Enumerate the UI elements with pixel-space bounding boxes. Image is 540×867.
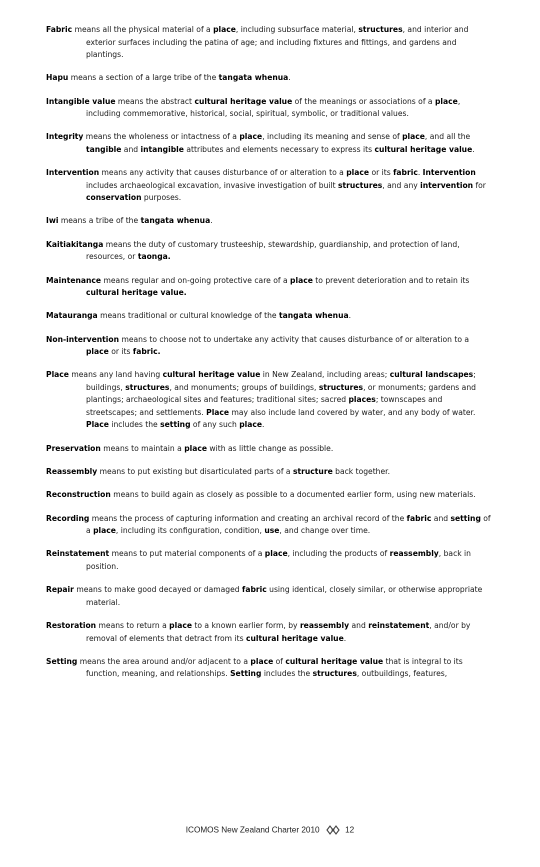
defined-term-reference: place: [239, 132, 263, 142]
definition-text: means to put material components of a: [109, 549, 265, 559]
definition-text: , including the products of: [287, 549, 390, 559]
definition-term: Setting: [46, 656, 78, 666]
definition-term: Integrity: [46, 132, 84, 142]
defined-term-reference: tangible: [86, 144, 122, 154]
definition-entry: [46, 656, 494, 681]
definition-entry: [46, 275, 494, 300]
defined-term-reference: cultural heritage value: [245, 633, 344, 643]
defined-term-reference: Setting: [230, 669, 262, 679]
definition-text: using identical, closely similar, or otherwise appropriate material.: [86, 585, 483, 607]
definition-text: or its: [108, 347, 133, 357]
definition-term: Maintenance: [46, 275, 102, 285]
definition-text: includes the: [108, 420, 161, 430]
footer-title: ICOMOS New Zealand Charter 2010: [185, 825, 320, 835]
definition-text: ; buildings,: [86, 370, 476, 392]
defined-term-reference: place: [169, 621, 192, 631]
defined-term-reference: place: [264, 549, 288, 559]
defined-term-reference: cultural heritage value: [285, 656, 384, 666]
defined-term-reference: structure: [292, 467, 333, 477]
definition-text: , or monuments; gardens and plantings; archaeological sites and features; traditional sites; sacred: [86, 382, 476, 405]
definition-text: of any such: [190, 420, 240, 430]
definition-text: .: [348, 311, 352, 321]
defined-term-reference: structures: [358, 25, 403, 34]
defined-term-reference: Place: [86, 420, 109, 430]
definition-text: and: [431, 513, 451, 523]
defined-term-reference: fabric: [242, 585, 267, 595]
definition-text: of a: [86, 513, 491, 536]
definition-text: means to put existing but disarticulated parts of a: [97, 467, 293, 477]
definition-term: Reassembly: [46, 467, 98, 477]
definition-entry: [46, 96, 494, 121]
defined-term-reference: Intervention: [422, 168, 476, 178]
definition-term: Hapu: [46, 73, 69, 83]
defined-term-reference: taonga.: [137, 252, 171, 262]
definition-term: Reinstatement: [46, 549, 110, 559]
definition-entry: [46, 310, 494, 323]
defined-term-reference: use: [264, 526, 280, 536]
definition-text: means all the physical material of a: [72, 25, 214, 34]
definition-term: Repair: [46, 585, 74, 595]
definition-text: and: [349, 621, 369, 631]
definition-term: Reconstruction: [46, 490, 111, 500]
definition-entry: [46, 24, 494, 62]
defined-term-reference: cultural heritage value: [374, 144, 473, 154]
page-number: 12: [345, 825, 355, 835]
definition-text: means to build again as closely as possible to a documented earlier form, using new materials.: [110, 490, 476, 500]
definition-text: of: [273, 656, 286, 666]
definition-text: for: [473, 180, 486, 190]
definition-text: , and any: [382, 180, 421, 190]
definition-text: means the process of capturing information and creating an archival record of the: [89, 513, 407, 523]
definition-text: means any activity that causes disturbance of or alteration to a: [99, 168, 347, 178]
defined-term-reference: cultural heritage value.: [86, 288, 187, 298]
definition-text: , and/or by removal of elements that detract from its: [86, 621, 471, 643]
definition-term: Preservation: [46, 443, 101, 453]
definition-text: , and interior and exterior surfaces including the patina of age; and including fixtures and fittings, and gardens and plantings.: [86, 25, 469, 59]
defined-term-reference: conservation: [86, 193, 142, 203]
definition-text: .: [262, 420, 265, 430]
defined-term-reference: setting: [160, 420, 191, 430]
definition-term: Kaitiakitanga: [46, 239, 104, 249]
definition-entry: [46, 489, 494, 502]
definition-text: attributes and elements necessary to express its: [183, 144, 375, 154]
defined-term-reference: structures: [125, 382, 170, 392]
definition-text: means a section of a large tribe of the: [68, 73, 219, 83]
defined-term-reference: tangata whenua: [140, 216, 211, 226]
defined-term-reference: place: [86, 347, 109, 357]
definition-term: Non-intervention: [46, 334, 120, 344]
definition-term: Fabric: [46, 25, 73, 34]
definition-text: .: [210, 216, 213, 226]
definition-text: and: [121, 144, 141, 154]
definition-text: includes the: [261, 669, 313, 679]
definition-text: means to maintain a: [100, 443, 185, 453]
definition-entry: [46, 548, 494, 573]
definition-term: Recording: [46, 513, 90, 523]
definition-term: Intangible value: [46, 96, 116, 106]
definitions-list: [46, 24, 494, 692]
definition-text: , and all the: [424, 132, 471, 142]
definition-entry: [46, 131, 494, 156]
definition-entry: [46, 72, 494, 85]
defined-term-reference: tangata whenua: [218, 73, 289, 83]
icomos-logo-icon: [326, 824, 340, 837]
definition-text: , outbuildings, features,: [356, 669, 448, 679]
definition-text: may also include land covered by water, and any body of water.: [229, 407, 476, 417]
definition-term: Place: [46, 370, 69, 380]
definition-term: Restoration: [46, 621, 97, 631]
defined-term-reference: place: [93, 526, 116, 536]
definition-entry: [46, 239, 494, 264]
definition-text: or its: [369, 168, 394, 178]
defined-term-reference: fabric.: [132, 347, 161, 357]
defined-term-reference: place: [184, 443, 208, 453]
definition-text: .: [417, 168, 423, 178]
defined-term-reference: place: [346, 168, 370, 178]
defined-term-reference: Place: [206, 407, 230, 417]
definition-term: Intervention: [46, 168, 100, 178]
definition-entry: [46, 620, 494, 645]
defined-term-reference: place: [290, 275, 313, 285]
defined-term-reference: reassembly: [299, 621, 350, 631]
definition-text: , including commemorative, historical, social, spiritual, symbolic, or traditional values.: [86, 96, 461, 119]
definition-text: , and monuments; groups of buildings,: [169, 382, 319, 392]
defined-term-reference: place: [213, 25, 236, 34]
definition-text: to a known earlier form, by: [191, 621, 300, 631]
defined-term-reference: place: [434, 96, 458, 106]
defined-term-reference: place: [402, 132, 425, 142]
definition-entry: [46, 513, 494, 538]
definition-text: that is integral to its function, meaning, and relationships.: [86, 656, 463, 679]
definition-text: means a tribe of the: [58, 216, 141, 226]
definition-text: to prevent deterioration and to retain its: [312, 275, 470, 285]
definition-text: means to choose not to undertake any activity that causes disturbance of or alteration to a: [119, 334, 470, 344]
definition-text: includes archaeological excavation, invasive investigation of built: [86, 180, 338, 190]
definition-text: .: [472, 144, 475, 154]
page-footer: [0, 824, 540, 837]
definition-text: means the area around and/or adjacent to a: [77, 656, 251, 666]
defined-term-reference: place: [239, 420, 263, 430]
defined-term-reference: fabric: [393, 168, 418, 178]
definition-entry: [46, 584, 494, 609]
definition-entry: [46, 167, 494, 205]
defined-term-reference: place: [250, 656, 274, 666]
defined-term-reference: cultural heritage value: [194, 96, 293, 106]
definition-text: means the wholeness or intactness of a: [83, 132, 240, 142]
definition-text: .: [343, 633, 347, 643]
definition-text: means regular and on-going protective care of a: [101, 275, 291, 285]
defined-term-reference: reassembly: [389, 549, 439, 559]
defined-term-reference: structures: [318, 382, 364, 392]
defined-term-reference: intervention: [420, 180, 474, 190]
defined-term-reference: reinstatement: [368, 621, 430, 631]
defined-term-reference: intangible: [140, 144, 184, 154]
definition-text: back together.: [332, 467, 391, 477]
definition-text: ; townscapes and streetscapes; and settlements.: [86, 395, 443, 417]
definition-entry: [46, 443, 494, 456]
definition-text: , back in position.: [86, 549, 471, 571]
definition-text: .: [288, 73, 291, 83]
definition-text: with as little change as possible.: [207, 443, 334, 453]
definition-entry: [46, 369, 494, 432]
definition-entry: [46, 215, 494, 228]
definition-text: in New Zealand, including areas;: [260, 370, 390, 380]
definition-term: Matauranga: [46, 311, 98, 321]
definition-text: means any land having: [68, 370, 163, 380]
definition-text: means to return a: [96, 621, 170, 631]
definition-text: means the duty of customary trusteeship, stewardship, guardianship, and protection of land, resources, or: [86, 239, 460, 262]
defined-term-reference: setting: [450, 513, 481, 523]
definition-text: means the abstract: [115, 96, 195, 106]
definition-text: of the meanings or associations of a: [292, 96, 435, 106]
defined-term-reference: cultural heritage value: [162, 370, 261, 380]
definition-entry: [46, 466, 494, 479]
definition-entry: [46, 334, 494, 359]
definition-text: purposes.: [141, 193, 182, 203]
definition-text: , including its meaning and sense of: [262, 132, 403, 142]
defined-term-reference: places: [348, 395, 376, 405]
definition-text: , including its configuration, condition,: [115, 526, 265, 536]
definition-term: Iwi: [46, 216, 59, 226]
definition-text: , and change over time.: [279, 526, 371, 536]
definition-text: means traditional or cultural knowledge of the: [97, 311, 279, 321]
definition-text: means to make good decayed or damaged: [73, 585, 243, 595]
defined-term-reference: fabric: [406, 513, 432, 523]
defined-term-reference: structures: [338, 180, 383, 190]
defined-term-reference: structures: [312, 669, 357, 679]
defined-term-reference: cultural landscapes: [389, 370, 474, 380]
definition-text: , including subsurface material,: [235, 25, 359, 34]
defined-term-reference: tangata whenua: [278, 311, 349, 321]
